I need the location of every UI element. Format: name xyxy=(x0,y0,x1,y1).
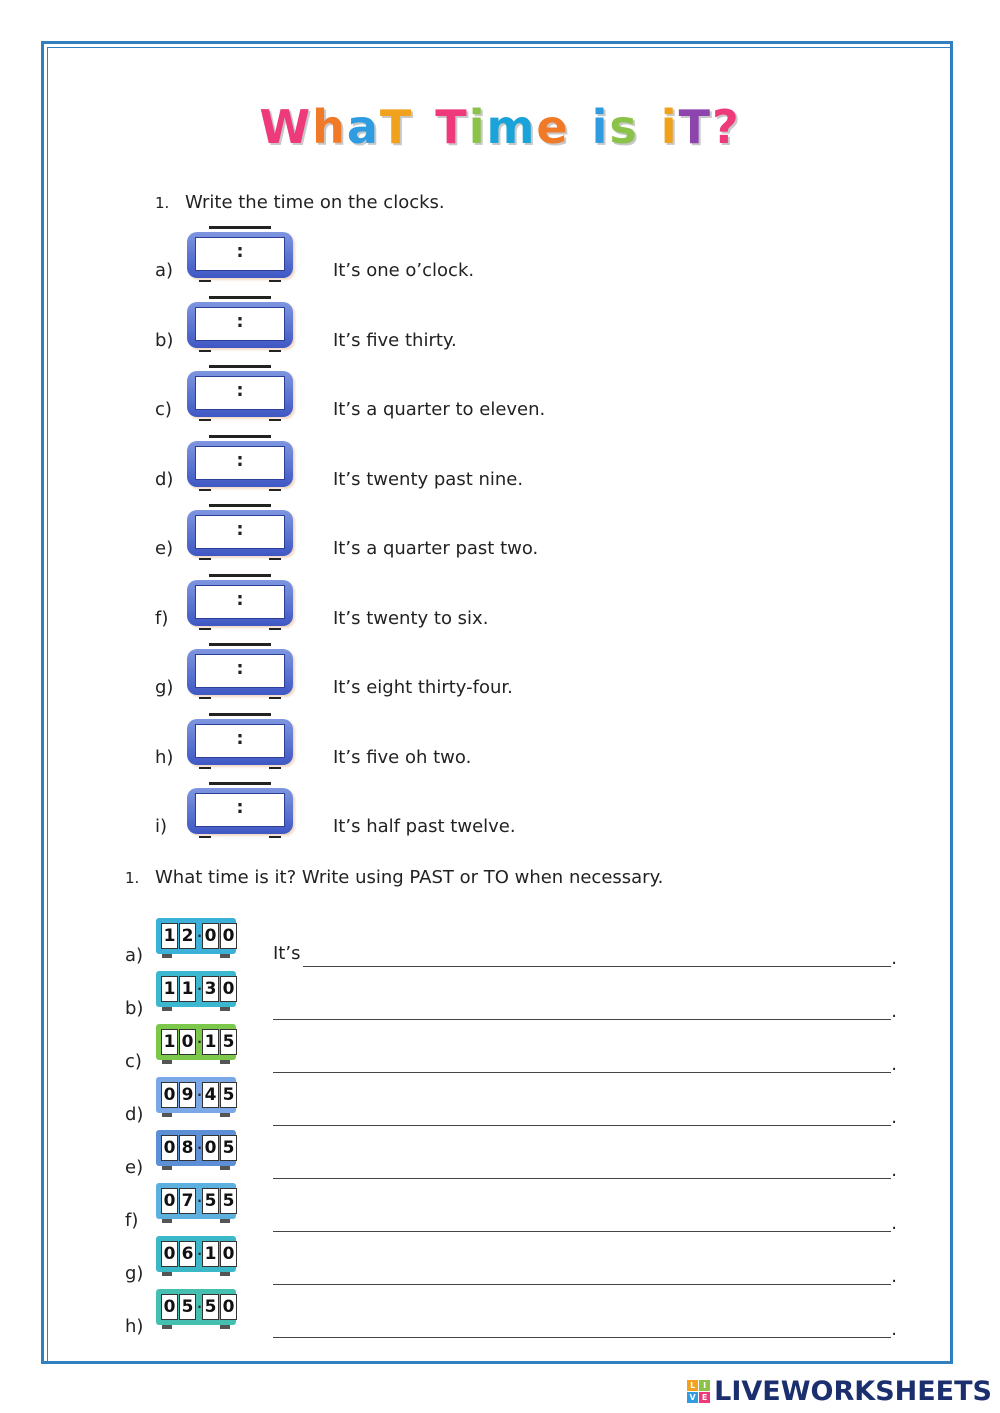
title-letter: W xyxy=(259,100,313,154)
section2-item-label: b) xyxy=(125,998,144,1019)
answer-period: . xyxy=(891,1266,897,1287)
flip-clock-digit: 1 xyxy=(179,976,196,1002)
flip-clock-digit: 0 xyxy=(220,1294,237,1320)
flip-clock-leg xyxy=(220,954,230,958)
answer-underline xyxy=(273,1337,891,1338)
answer-underline xyxy=(303,966,891,967)
title-letter: T xyxy=(435,100,469,154)
flip-clock-separator: · xyxy=(197,1088,202,1102)
title-letter: T xyxy=(678,100,712,154)
clock-foot xyxy=(269,697,281,699)
flip-clock-separator: · xyxy=(197,1194,202,1208)
answer-period: . xyxy=(891,1160,897,1181)
clock-time-input[interactable] xyxy=(195,376,285,410)
flip-clock-digit: 1 xyxy=(202,1029,219,1055)
digital-alarm-clock xyxy=(187,510,293,566)
answer-line[interactable] xyxy=(273,996,897,1020)
flip-clock-leg xyxy=(162,954,172,958)
flip-clock-leg xyxy=(162,1272,172,1276)
title-letter: s xyxy=(609,100,639,154)
section2-item-label: e) xyxy=(125,1157,144,1178)
flip-clock-digit: 0 xyxy=(220,1241,237,1267)
flip-clock-digit: 8 xyxy=(179,1135,196,1161)
clock-foot xyxy=(269,419,281,421)
section1-item-label: a) xyxy=(155,260,174,281)
clock-time-input[interactable] xyxy=(195,585,285,619)
flip-clock-digit: 5 xyxy=(220,1029,237,1055)
flip-clock-leg xyxy=(162,1166,172,1170)
clock-time-input[interactable] xyxy=(195,724,285,758)
section1-item-label: b) xyxy=(155,329,174,351)
flip-clock-digit: 6 xyxy=(179,1241,196,1267)
flip-clock xyxy=(156,971,236,1011)
clock-foot xyxy=(199,836,211,838)
answer-line[interactable] xyxy=(273,1314,897,1338)
flip-clock-leg xyxy=(220,1113,230,1117)
clock-time-input[interactable] xyxy=(195,237,285,271)
flip-clock-digits xyxy=(161,1134,238,1162)
flip-clock-leg xyxy=(220,1219,230,1223)
time-phrase: It’s five thirty. xyxy=(333,329,457,351)
answer-underline xyxy=(273,1125,891,1126)
clock-foot xyxy=(269,628,281,630)
clock-foot xyxy=(199,628,211,630)
flip-clock-digit: 5 xyxy=(220,1082,237,1108)
flip-clock-digits xyxy=(161,1028,238,1056)
clock-top-bar xyxy=(209,365,271,368)
clock-top-bar xyxy=(209,643,271,646)
flip-clock-digit: 2 xyxy=(179,923,196,949)
section2-instruction-text: What time is it? Write using PAST or TO when necessary. xyxy=(155,867,664,888)
answer-period: . xyxy=(891,948,897,969)
clock-time-input[interactable] xyxy=(195,307,285,341)
flip-clock-separator: · xyxy=(197,1247,202,1261)
clock-time-input[interactable] xyxy=(195,515,285,549)
flip-clock-leg xyxy=(220,1325,230,1329)
flip-clock-digit: 5 xyxy=(202,1188,219,1214)
section2-item-label: c) xyxy=(125,1051,142,1072)
clock-time-input[interactable] xyxy=(195,793,285,827)
flip-clock-digits xyxy=(161,922,238,950)
title-letter: ? xyxy=(711,100,741,154)
clock-foot xyxy=(199,697,211,699)
answer-period: . xyxy=(891,1107,897,1128)
clock-time-input[interactable] xyxy=(195,446,285,480)
flip-clock-digit: 0 xyxy=(161,1135,178,1161)
flip-clock-digit: 0 xyxy=(202,1135,219,1161)
flip-clock-digit: 0 xyxy=(220,923,237,949)
flip-clock-digit: 0 xyxy=(202,923,219,949)
answer-prefix: It’s xyxy=(273,943,301,964)
digital-alarm-clock xyxy=(187,371,293,427)
answer-period: . xyxy=(891,1213,897,1234)
flip-clock-digit: 0 xyxy=(220,976,237,1002)
flip-clock-digits xyxy=(161,1240,238,1268)
flip-clock-digit: 5 xyxy=(220,1188,237,1214)
digital-alarm-clock xyxy=(187,719,293,775)
section1-item-label: i) xyxy=(155,816,168,837)
clock-top-bar xyxy=(209,504,271,507)
clock-top-bar xyxy=(209,435,271,438)
clock-foot xyxy=(199,767,211,769)
section1-item-label: e) xyxy=(155,538,174,559)
time-phrase: It’s half past twelve. xyxy=(333,816,516,837)
flip-clock-digit: 5 xyxy=(179,1294,196,1320)
flip-clock-leg xyxy=(162,1060,172,1064)
title-letter: T xyxy=(379,100,414,154)
flip-clock-digits xyxy=(161,1081,238,1109)
flip-clock xyxy=(156,1077,236,1117)
clock-colon: : xyxy=(236,241,244,262)
flip-clock-digit: 0 xyxy=(161,1241,178,1267)
flip-clock-separator: · xyxy=(197,1035,202,1049)
flip-clock-digits xyxy=(161,1293,238,1321)
clock-foot xyxy=(269,558,281,560)
clock-foot xyxy=(199,280,211,282)
clock-top-bar xyxy=(209,782,271,785)
section2-number: 1. xyxy=(125,869,140,887)
clock-colon: : xyxy=(236,658,244,679)
section2-item-label: h) xyxy=(125,1316,144,1337)
section1-item-label: c) xyxy=(155,399,172,420)
answer-line[interactable] xyxy=(273,1102,897,1126)
time-phrase: It’s twenty to six. xyxy=(333,607,489,629)
answer-period: . xyxy=(891,1054,897,1075)
answer-line[interactable] xyxy=(273,1049,897,1073)
clock-top-bar xyxy=(209,296,271,299)
flip-clock-digits xyxy=(161,975,238,1003)
clock-foot xyxy=(269,836,281,838)
time-phrase: It’s five oh two. xyxy=(333,746,472,768)
answer-period: . xyxy=(891,1001,897,1022)
flip-clock-separator: · xyxy=(197,1141,202,1155)
title-letter: m xyxy=(486,100,537,154)
time-phrase: It’s a quarter to eleven. xyxy=(333,399,546,420)
clock-top-bar xyxy=(209,226,271,229)
time-phrase: It’s a quarter past two. xyxy=(333,538,539,559)
title-letter: e xyxy=(536,100,570,154)
section1-instruction-text: Write the time on the clocks. xyxy=(185,192,445,213)
clock-foot xyxy=(269,350,281,352)
clock-colon: : xyxy=(236,727,244,749)
digital-alarm-clock xyxy=(187,232,293,288)
flip-clock-digit: 1 xyxy=(161,1029,178,1055)
clock-foot xyxy=(269,767,281,769)
clock-time-input[interactable] xyxy=(195,654,285,688)
flip-clock-digit: 0 xyxy=(161,1188,178,1214)
section2-item-label: a) xyxy=(125,945,144,966)
section1-item-label: h) xyxy=(155,746,174,768)
liveworksheets-brand: LIVEWORKSHEETS xyxy=(714,1376,992,1407)
flip-clock-leg xyxy=(162,1113,172,1117)
section1-item-label: g) xyxy=(155,677,174,698)
clock-colon: : xyxy=(236,380,244,401)
answer-underline xyxy=(273,1178,891,1179)
time-phrase: It’s eight thirty-four. xyxy=(333,677,513,698)
section1-number: 1. xyxy=(155,194,170,212)
answer-underline xyxy=(273,1072,891,1073)
title-letter: i xyxy=(591,100,610,154)
flip-clock-digit: 1 xyxy=(161,976,178,1002)
digital-alarm-clock xyxy=(187,580,293,636)
flip-clock-digit: 0 xyxy=(161,1294,178,1320)
flip-clock-digit: 0 xyxy=(179,1029,196,1055)
flip-clock-digit: 9 xyxy=(179,1082,196,1108)
title-letter: i xyxy=(660,100,679,154)
answer-period: . xyxy=(891,1319,897,1340)
section2-item-label: f) xyxy=(125,1210,139,1231)
time-phrase: It’s one o’clock. xyxy=(333,260,475,281)
section2-instruction xyxy=(125,867,663,888)
liveworksheets-logo xyxy=(687,1376,992,1407)
section1-item-label: d) xyxy=(155,468,174,490)
title-letter: a xyxy=(346,100,380,154)
flip-clock xyxy=(156,918,236,958)
time-phrase: It’s twenty past nine. xyxy=(333,468,524,490)
flip-clock-digit: 4 xyxy=(202,1082,219,1108)
section1-instruction xyxy=(155,192,445,213)
section2-item-label: g) xyxy=(125,1263,144,1284)
title-letter: h xyxy=(312,100,347,154)
flip-clock-digit: 3 xyxy=(202,976,219,1002)
flip-clock-leg xyxy=(220,1166,230,1170)
answer-line[interactable] xyxy=(273,1208,897,1232)
clock-foot xyxy=(199,489,211,491)
liveworksheets-icon xyxy=(687,1380,710,1403)
logo-letter: V xyxy=(687,1392,698,1403)
flip-clock xyxy=(156,1183,236,1223)
flip-clock-leg xyxy=(220,1060,230,1064)
flip-clock xyxy=(156,1289,236,1329)
flip-clock xyxy=(156,1130,236,1170)
clock-top-bar xyxy=(209,574,271,577)
clock-foot xyxy=(199,419,211,421)
digital-alarm-clock xyxy=(187,649,293,705)
flip-clock-leg xyxy=(220,1272,230,1276)
clock-top-bar xyxy=(209,713,271,716)
flip-clock-separator: · xyxy=(197,982,202,996)
flip-clock-separator: · xyxy=(197,929,202,943)
flip-clock-leg xyxy=(162,1219,172,1223)
answer-line[interactable] xyxy=(273,1155,897,1179)
answer-line[interactable] xyxy=(273,1261,897,1285)
answer-underline xyxy=(273,1019,891,1020)
answer-underline xyxy=(273,1284,891,1285)
clock-foot xyxy=(199,558,211,560)
clock-colon: : xyxy=(236,449,244,471)
flip-clock-digit: 5 xyxy=(202,1294,219,1320)
flip-clock-digit: 7 xyxy=(179,1188,196,1214)
clock-colon: : xyxy=(236,519,244,540)
flip-clock xyxy=(156,1236,236,1276)
clock-colon: : xyxy=(236,797,244,818)
answer-line[interactable] xyxy=(273,943,897,967)
flip-clock-digit: 1 xyxy=(161,923,178,949)
clock-foot xyxy=(269,489,281,491)
flip-clock-digit: 5 xyxy=(220,1135,237,1161)
flip-clock-leg xyxy=(162,1007,172,1011)
flip-clock-digits xyxy=(161,1187,238,1215)
clock-colon: : xyxy=(236,588,244,610)
worksheet-title xyxy=(0,100,1000,154)
digital-alarm-clock xyxy=(187,788,293,844)
answer-underline xyxy=(273,1231,891,1232)
flip-clock-leg xyxy=(162,1325,172,1329)
flip-clock-separator: · xyxy=(197,1300,202,1314)
digital-alarm-clock xyxy=(187,441,293,497)
flip-clock-leg xyxy=(220,1007,230,1011)
clock-foot xyxy=(269,280,281,282)
flip-clock xyxy=(156,1024,236,1064)
flip-clock-digit: 0 xyxy=(161,1082,178,1108)
clock-colon: : xyxy=(236,310,244,332)
title-letter: i xyxy=(468,100,487,154)
clock-foot xyxy=(199,350,211,352)
logo-letter: L xyxy=(687,1380,698,1391)
flip-clock-digit: 1 xyxy=(202,1241,219,1267)
digital-alarm-clock xyxy=(187,302,293,358)
section1-item-label: f) xyxy=(155,607,169,629)
logo-letter: E xyxy=(699,1392,710,1403)
logo-letter: I xyxy=(699,1380,710,1391)
section2-item-label: d) xyxy=(125,1104,144,1125)
